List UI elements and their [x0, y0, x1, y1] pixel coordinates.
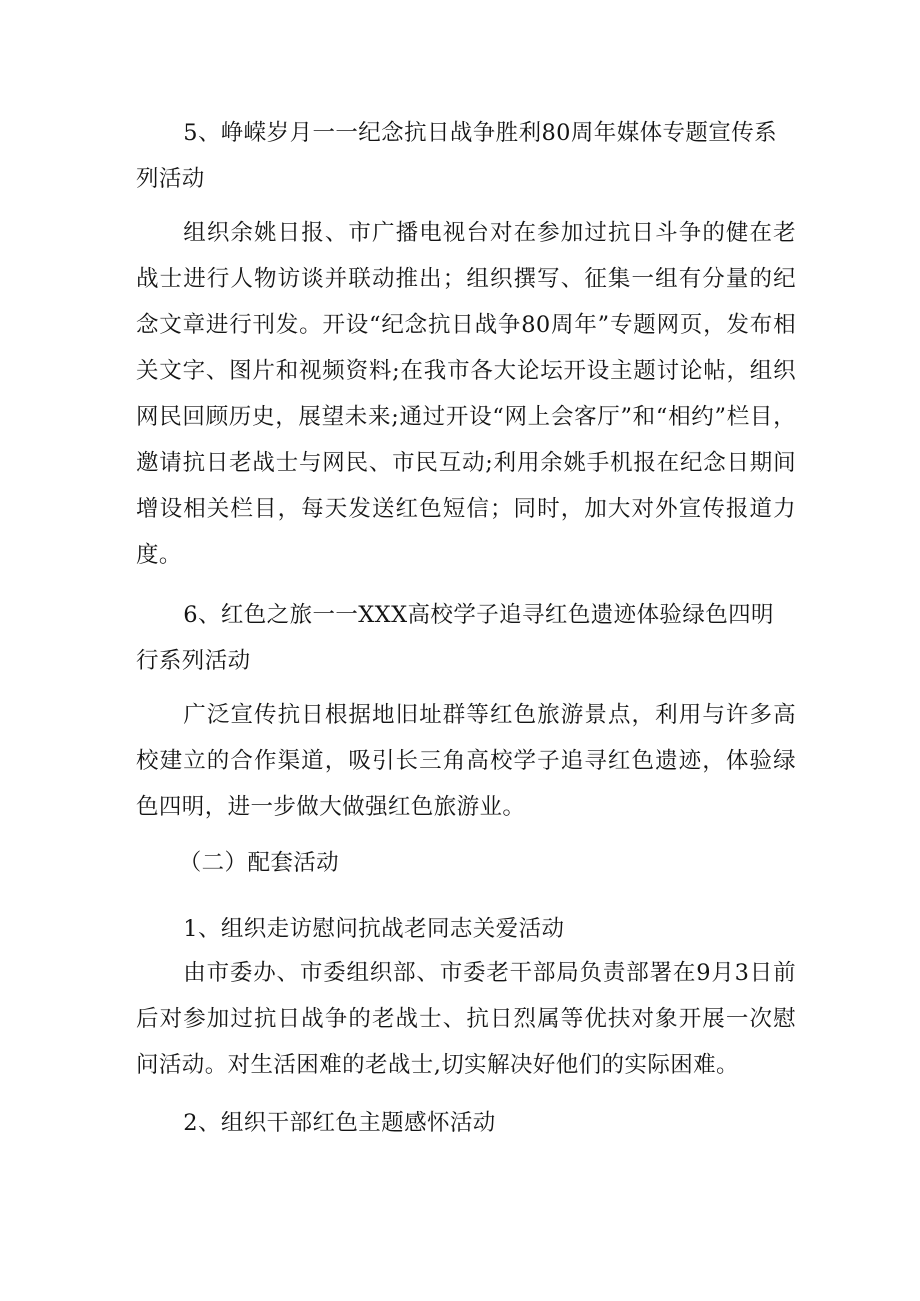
- item-5-heading: 5、峥嵘岁月一一纪念抗日战争胜利80周年媒体专题宣传系列活动: [136, 120, 777, 192]
- item-5-body: 组织余姚日报、市广播电视台对在参加过抗日斗争的健在老战士进行人物访谈并联动推出；组织撰写、征集一组有分量的纪念文章进行刊发。开设“纪念抗日战争80周年”专题网页，发布相关文字、图片和视频资料;在我市各大论坛开设主题讨论帖，组织网民回顾历史，展望未来;通过开设“网上会客厅”和“相约”栏目，邀请抗日老战士与网民、市民互动;利用余姚手机报在纪念日期间增设相关栏目，每天发送红色短信；同时，加大对外宣传报道力度。: [136, 220, 796, 568]
- sub-item-1-heading: 1、组织走访慰问抗战老同志关爱活动: [183, 916, 565, 942]
- sub-item-2-heading: 2、组织干部红色主题感怀活动: [183, 1110, 496, 1136]
- item-6-heading: 6、红色之旅一一XXX高校学子追寻红色遗迹体验绿色四明行系列活动: [136, 602, 774, 674]
- sub-item-1-body: 由市委办、市委组织部、市委老干部局负责部署在9月3日前后对参加过抗日战争的老战士、抗日烈属等优扶对象开展一次慰问活动。对生活困难的老战士,切实解决好他们的实际困难。: [136, 960, 796, 1078]
- section-heading: （二）配套活动: [178, 850, 340, 876]
- item-6-body: 广泛宣传抗日根据地旧址群等红色旅游景点，利用与许多高校建立的合作渠道，吸引长三角高校学子追寻红色遗迹，体验绿色四明，进一步做大做强红色旅游业。: [136, 702, 796, 820]
